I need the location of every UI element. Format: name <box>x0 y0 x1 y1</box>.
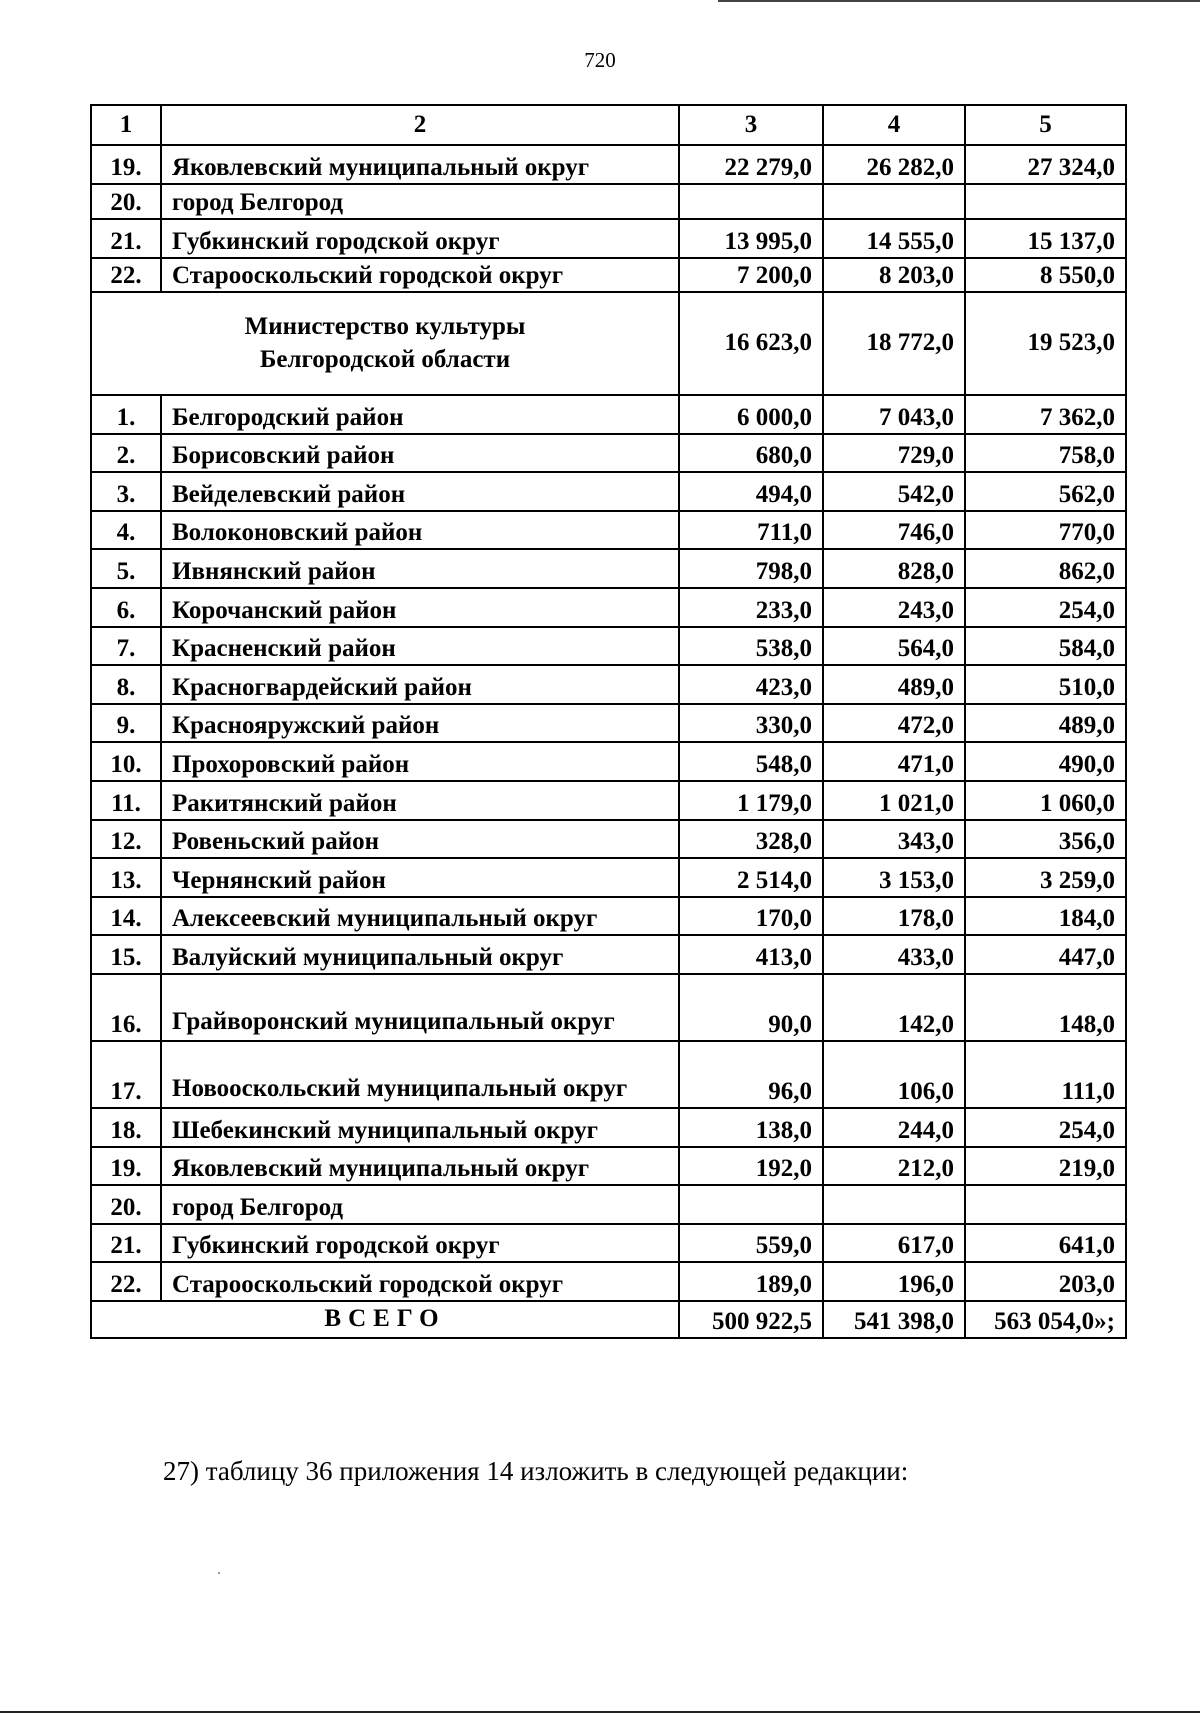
value-col3: 170,0 <box>679 897 823 936</box>
value-col5: 7 362,0 <box>965 395 1126 434</box>
row-name: Красногвардейский район <box>161 665 679 704</box>
value-col3: 90,0 <box>679 974 823 1041</box>
table-row <box>91 665 1126 704</box>
value-col5: 1 060,0 <box>965 781 1126 820</box>
row-number: 16. <box>91 974 161 1041</box>
value-col4: 489,0 <box>823 665 965 704</box>
row-number: 19. <box>91 1147 161 1186</box>
value-col5: 219,0 <box>965 1147 1126 1186</box>
value-col5: 356,0 <box>965 820 1126 859</box>
table-row <box>91 434 1126 473</box>
ministry-name-line1: Министерство культуры <box>244 312 526 340</box>
value-col3: 711,0 <box>679 511 823 550</box>
value-col4: 178,0 <box>823 897 965 936</box>
scan-edge-top <box>718 0 1200 2</box>
budget-table <box>90 104 1127 1339</box>
row-number: 8. <box>91 665 161 704</box>
row-number: 22. <box>91 258 161 292</box>
table-row <box>91 974 1126 1041</box>
row-number: 21. <box>91 1224 161 1263</box>
table-row <box>91 1262 1126 1301</box>
value-col4: 14 555,0 <box>823 219 965 258</box>
value-col4: 212,0 <box>823 1147 965 1186</box>
table-header-row <box>91 105 1126 145</box>
value-col4: 244,0 <box>823 1108 965 1147</box>
row-name: Старооскольский городской округ <box>161 258 679 292</box>
row-number: 20. <box>91 1185 161 1224</box>
header-cell: 1 <box>91 105 161 145</box>
row-name: Ракитянский район <box>161 781 679 820</box>
table-row <box>91 627 1126 666</box>
total-col5: 563 054,0»; <box>965 1301 1126 1338</box>
value-col3 <box>679 1185 823 1224</box>
value-col5: 19 523,0 <box>965 292 1126 395</box>
row-name: Красненский район <box>161 627 679 666</box>
row-number: 20. <box>91 184 161 219</box>
row-number: 15. <box>91 935 161 974</box>
value-col4: 617,0 <box>823 1224 965 1263</box>
value-col3: 16 623,0 <box>679 292 823 395</box>
row-name: Губкинский городской округ <box>161 219 679 258</box>
value-col3: 6 000,0 <box>679 395 823 434</box>
row-number: 7. <box>91 627 161 666</box>
table-row <box>91 897 1126 936</box>
row-name: Ровеньский район <box>161 820 679 859</box>
value-col4: 196,0 <box>823 1262 965 1301</box>
row-name: Яковлевский муниципальный округ <box>161 1147 679 1186</box>
ministry-row <box>91 292 1126 395</box>
value-col5: 770,0 <box>965 511 1126 550</box>
value-col3 <box>679 184 823 219</box>
table-row <box>91 781 1126 820</box>
table-row <box>91 1147 1126 1186</box>
row-name: Волоконовский район <box>161 511 679 550</box>
scan-speck <box>218 1572 220 1574</box>
row-name: Вейделевский район <box>161 472 679 511</box>
header-cell: 2 <box>161 105 679 145</box>
row-name: Валуйский муниципальный округ <box>161 935 679 974</box>
row-name: Старооскольский городской округ <box>161 1262 679 1301</box>
table-row <box>91 219 1126 258</box>
value-col4: 8 203,0 <box>823 258 965 292</box>
value-col3: 22 279,0 <box>679 145 823 184</box>
value-col4: 564,0 <box>823 627 965 666</box>
value-col3: 548,0 <box>679 742 823 781</box>
value-col4: 542,0 <box>823 472 965 511</box>
value-col4: 1 021,0 <box>823 781 965 820</box>
value-col5: 184,0 <box>965 897 1126 936</box>
row-name: Корочанский район <box>161 588 679 627</box>
value-col5: 641,0 <box>965 1224 1126 1263</box>
value-col3: 538,0 <box>679 627 823 666</box>
row-number: 5. <box>91 549 161 588</box>
value-col3: 328,0 <box>679 820 823 859</box>
row-number: 9. <box>91 704 161 743</box>
value-col4: 142,0 <box>823 974 965 1041</box>
value-col4: 471,0 <box>823 742 965 781</box>
row-number: 3. <box>91 472 161 511</box>
value-col3: 13 995,0 <box>679 219 823 258</box>
table-row <box>91 472 1126 511</box>
table-row <box>91 145 1126 184</box>
value-col3: 1 179,0 <box>679 781 823 820</box>
row-number: 1. <box>91 395 161 434</box>
row-number: 14. <box>91 897 161 936</box>
value-col4: 7 043,0 <box>823 395 965 434</box>
value-col3: 330,0 <box>679 704 823 743</box>
value-col5 <box>965 1185 1126 1224</box>
value-col3: 138,0 <box>679 1108 823 1147</box>
row-number: 4. <box>91 511 161 550</box>
row-number: 10. <box>91 742 161 781</box>
table-row <box>91 858 1126 897</box>
value-col4: 3 153,0 <box>823 858 965 897</box>
value-col3: 233,0 <box>679 588 823 627</box>
table-row <box>91 1185 1126 1224</box>
value-col5 <box>965 184 1126 219</box>
table-row <box>91 704 1126 743</box>
total-col3: 500 922,5 <box>679 1301 823 1338</box>
table-row <box>91 549 1126 588</box>
row-number: 11. <box>91 781 161 820</box>
row-number: 13. <box>91 858 161 897</box>
value-col4: 472,0 <box>823 704 965 743</box>
value-col3: 7 200,0 <box>679 258 823 292</box>
row-number: 21. <box>91 219 161 258</box>
value-col4: 243,0 <box>823 588 965 627</box>
row-number: 17. <box>91 1041 161 1108</box>
row-name: город Белгород <box>161 1185 679 1224</box>
page-number: 720 <box>584 48 616 72</box>
header-cell: 5 <box>965 105 1126 145</box>
row-name: город Белгород <box>161 184 679 219</box>
table-row <box>91 511 1126 550</box>
value-col5: 758,0 <box>965 434 1126 473</box>
value-col4: 729,0 <box>823 434 965 473</box>
value-col5: 15 137,0 <box>965 219 1126 258</box>
row-name: Новооскольский муниципальный округ <box>161 1041 679 1108</box>
row-number: 2. <box>91 434 161 473</box>
value-col4: 746,0 <box>823 511 965 550</box>
table-row <box>91 742 1126 781</box>
table-body <box>91 105 1126 1338</box>
value-col4: 26 282,0 <box>823 145 965 184</box>
row-number: 12. <box>91 820 161 859</box>
value-col4 <box>823 184 965 219</box>
value-col3: 192,0 <box>679 1147 823 1186</box>
row-number: 19. <box>91 145 161 184</box>
row-number: 18. <box>91 1108 161 1147</box>
row-name: Алексеевский муниципальный округ <box>161 897 679 936</box>
value-col5: 490,0 <box>965 742 1126 781</box>
value-col5: 3 259,0 <box>965 858 1126 897</box>
total-col4: 541 398,0 <box>823 1301 965 1338</box>
row-name: Чернянский район <box>161 858 679 897</box>
value-col4: 106,0 <box>823 1041 965 1108</box>
value-col4: 828,0 <box>823 549 965 588</box>
header-cell: 3 <box>679 105 823 145</box>
table-row <box>91 935 1126 974</box>
value-col3: 680,0 <box>679 434 823 473</box>
row-name: Ивнянский район <box>161 549 679 588</box>
table-row <box>91 1108 1126 1147</box>
ministry-name-line2: Белгородской области <box>259 345 511 373</box>
row-name: Губкинский городской округ <box>161 1224 679 1263</box>
value-col3: 423,0 <box>679 665 823 704</box>
table-row <box>91 258 1126 292</box>
value-col4: 18 772,0 <box>823 292 965 395</box>
value-col3: 96,0 <box>679 1041 823 1108</box>
value-col5: 862,0 <box>965 549 1126 588</box>
ministry-name <box>91 292 679 395</box>
value-col3: 189,0 <box>679 1262 823 1301</box>
value-col5: 111,0 <box>965 1041 1126 1108</box>
value-col4: 343,0 <box>823 820 965 859</box>
row-name: Яковлевский муниципальный округ <box>161 145 679 184</box>
value-col3: 494,0 <box>679 472 823 511</box>
value-col5: 254,0 <box>965 588 1126 627</box>
table-row <box>91 1041 1126 1108</box>
row-number: 22. <box>91 1262 161 1301</box>
table-row <box>91 588 1126 627</box>
table-row <box>91 184 1126 219</box>
value-col5: 489,0 <box>965 704 1126 743</box>
value-col5: 254,0 <box>965 1108 1126 1147</box>
row-name: Краснояружский район <box>161 704 679 743</box>
value-col5: 510,0 <box>965 665 1126 704</box>
value-col3: 413,0 <box>679 935 823 974</box>
value-col5: 203,0 <box>965 1262 1126 1301</box>
total-label: ВСЕГО <box>91 1301 679 1338</box>
row-name: Шебекинский муниципальный округ <box>161 1108 679 1147</box>
value-col5: 8 550,0 <box>965 258 1126 292</box>
value-col4 <box>823 1185 965 1224</box>
value-col5: 562,0 <box>965 472 1126 511</box>
value-col3: 2 514,0 <box>679 858 823 897</box>
table-row <box>91 1224 1126 1263</box>
total-row <box>91 1301 1126 1338</box>
row-number: 6. <box>91 588 161 627</box>
value-col5: 584,0 <box>965 627 1126 666</box>
value-col5: 447,0 <box>965 935 1126 974</box>
row-name: Прохоровский район <box>161 742 679 781</box>
table-row <box>91 395 1126 434</box>
header-cell: 4 <box>823 105 965 145</box>
row-name: Борисовский район <box>161 434 679 473</box>
value-col3: 559,0 <box>679 1224 823 1263</box>
value-col4: 433,0 <box>823 935 965 974</box>
instruction-text: 27) таблицу 36 приложения 14 изложить в следующей редакции: <box>163 1456 909 1486</box>
table-row <box>91 820 1126 859</box>
row-name: Грайворонский муниципальный округ <box>161 974 679 1041</box>
scan-edge-bottom <box>0 1711 1200 1713</box>
value-col5: 27 324,0 <box>965 145 1126 184</box>
value-col3: 798,0 <box>679 549 823 588</box>
value-col5: 148,0 <box>965 974 1126 1041</box>
row-name: Белгородский район <box>161 395 679 434</box>
